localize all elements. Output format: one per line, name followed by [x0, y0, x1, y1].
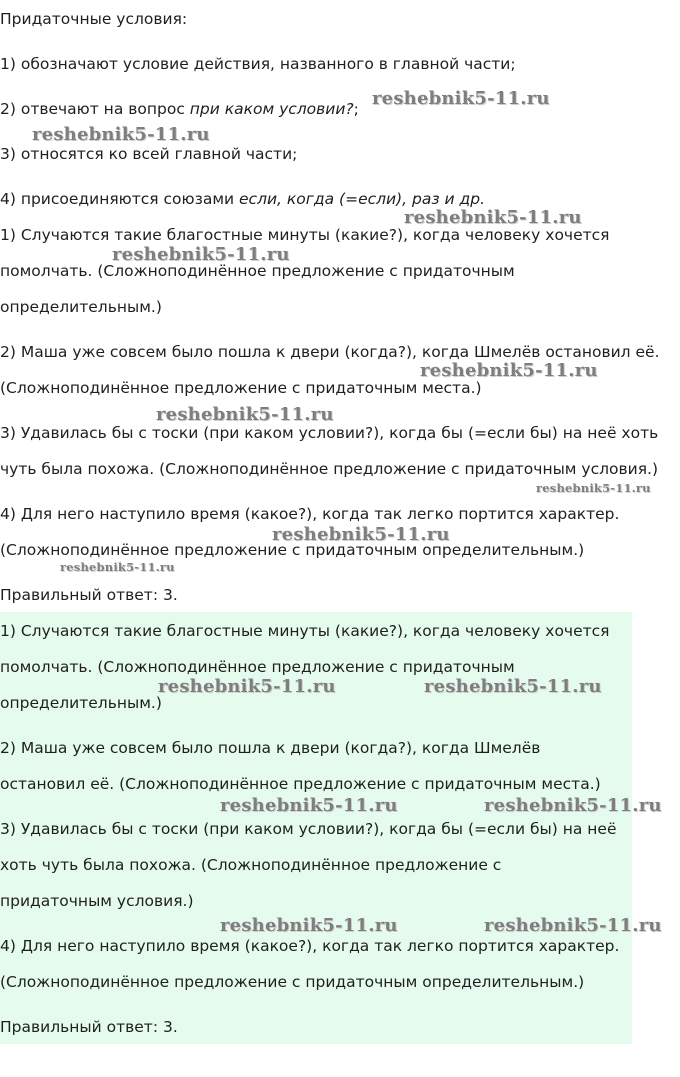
- answer-line: помолчать. (Сложноподинённое предложение с придаточным: [0, 658, 515, 676]
- answer-line: 3) Удавилась бы с тоски (при каком условии?), когда бы (=если бы) на неё: [0, 820, 617, 838]
- watermark: reshebnik5-11.ru: [484, 795, 662, 816]
- watermark: reshebnik5-11.ru: [112, 244, 290, 265]
- answer-line: остановил её. (Сложноподинённое предложение с придаточным места.): [0, 775, 601, 793]
- watermark: reshebnik5-11.ru: [60, 560, 175, 574]
- answer-line: 4) Для него наступило время (какое?), когда так легко портится характер.: [0, 937, 620, 955]
- answer-line: помолчать. (Сложноподинённое предложение с придаточным: [0, 262, 515, 280]
- watermark: reshebnik5-11.ru: [32, 124, 210, 145]
- watermark: reshebnik5-11.ru: [272, 524, 450, 545]
- answer-line: 1) Случаются такие благостные минуты (какие?), когда человеку хочется: [0, 226, 610, 244]
- answer-line: 4) Для него наступило время (какое?), когда так легко портится характер.: [0, 505, 620, 523]
- answer-line: 2) Маша уже совсем было пошла к двери (когда?), когда Шмелёв: [0, 739, 541, 757]
- watermark: reshebnik5-11.ru: [420, 360, 598, 381]
- correct-answer: Правильный ответ: 3.: [0, 586, 178, 604]
- answer-line: (Сложноподинённое предложение с придаточным места.): [0, 379, 482, 397]
- answer-line: определительным.): [0, 694, 162, 712]
- watermark: reshebnik5-11.ru: [372, 88, 550, 109]
- answer-line: определительным.): [0, 298, 162, 316]
- answer-line: чуть была похожа. (Сложноподинённое предложение с придаточным условия.): [0, 460, 659, 478]
- answer-line: 3) Удавилась бы с тоски (при каком условии?), когда бы (=если бы) на неё хоть: [0, 424, 659, 442]
- answer-line: 2) Маша уже совсем было пошла к двери (когда?), когда Шмелёв остановил её.: [0, 343, 660, 361]
- watermark: reshebnik5-11.ru: [484, 915, 662, 936]
- watermark: reshebnik5-11.ru: [220, 915, 398, 936]
- answer-line: 1) Случаются такие благостные минуты (какие?), когда человеку хочется: [0, 622, 610, 640]
- watermark: reshebnik5-11.ru: [220, 795, 398, 816]
- answer-line: хоть чуть была похожа. (Сложноподинённое предложение с: [0, 856, 502, 874]
- watermark: reshebnik5-11.ru: [156, 404, 334, 425]
- answer-line: (Сложноподинённое предложение с придаточным определительным.): [0, 973, 585, 991]
- watermark: reshebnik5-11.ru: [404, 207, 582, 228]
- correct-answer: Правильный ответ: 3.: [0, 1018, 178, 1036]
- watermark: reshebnik5-11.ru: [158, 676, 336, 697]
- watermark: reshebnik5-11.ru: [536, 481, 651, 495]
- watermark: reshebnik5-11.ru: [424, 676, 602, 697]
- rule-2: 2) отвечают на вопрос при каком условии?;: [0, 100, 359, 118]
- rule-4: 4) присоединяются союзами если, когда (=если), раз и др.: [0, 190, 486, 208]
- answer-line: (Сложноподинённое предложение с придаточным определительным.): [0, 541, 585, 559]
- rule-1: 1) обозначают условие действия, названного в главной части;: [0, 55, 516, 73]
- rule-3: 3) относятся ко всей главной части;: [0, 145, 298, 163]
- section-title: Придаточные условия:: [0, 10, 188, 28]
- answer-line: придаточным условия.): [0, 892, 194, 910]
